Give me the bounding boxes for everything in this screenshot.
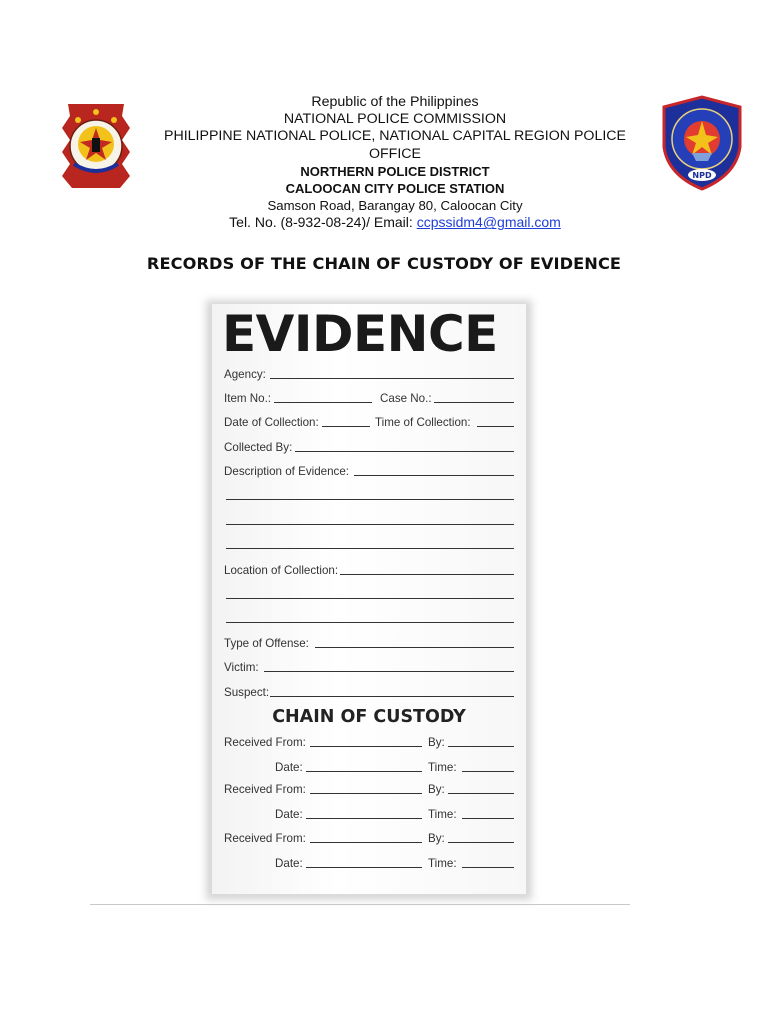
location-line-1 (340, 574, 514, 575)
time-label-1: Time: (428, 761, 457, 774)
header-line-address: Samson Road, Barangay 80, Caloocan City (267, 198, 523, 214)
header-line-contact (130, 214, 660, 231)
type-of-offense-label: Type of Offense: (224, 637, 309, 650)
time-label-2: Time: (428, 808, 457, 821)
date-label-3: Date: (275, 857, 303, 870)
received-from-label-3: Received From: (224, 832, 306, 845)
caloocan-police-badge-logo (656, 93, 748, 193)
collected-by-label: Collected By: (224, 441, 293, 454)
by-label-3: By: (428, 832, 445, 845)
item-no-line (274, 402, 372, 403)
location-line-2 (226, 598, 514, 599)
received-from-label-2: Received From: (224, 783, 306, 796)
npd-text: NPD (692, 171, 712, 180)
victim-label: Victim: (224, 661, 259, 674)
suspect-label: Suspect: (224, 686, 270, 699)
time-of-collection-line (477, 426, 514, 427)
type-of-offense-line (315, 647, 514, 648)
date-line-2 (306, 818, 422, 819)
location-line-3 (226, 622, 514, 623)
description-label: Description of Evidence: (224, 465, 350, 478)
header-line-republic: Republic of the Philippines (311, 94, 479, 110)
bottom-divider (90, 904, 630, 905)
collected-by-line (295, 451, 514, 452)
description-line-2 (226, 499, 514, 500)
time-line-1 (462, 771, 514, 772)
chain-of-custody-title: CHAIN OF CUSTODY (272, 707, 466, 727)
date-line-1 (306, 771, 422, 772)
date-label-1: Date: (275, 761, 303, 774)
pnp-seal-logo (60, 98, 132, 194)
header-line-district: NORTHERN POLICE DISTRICT (300, 163, 490, 179)
description-line-1 (354, 475, 514, 476)
date-line-3 (306, 867, 422, 868)
agency-label: Agency: (224, 368, 266, 381)
by-line-3 (448, 842, 514, 843)
header-line-office: OFFICE (368, 145, 422, 162)
received-from-label-1: Received From: (224, 736, 306, 749)
time-line-3 (462, 867, 514, 868)
date-label-2: Date: (275, 808, 303, 821)
header-line-pnp-ncr: PHILIPPINE NATIONAL POLICE, NATIONAL CAPITAL REGION POLICE (164, 128, 626, 145)
description-line-4 (226, 548, 514, 549)
description-line-3 (226, 524, 514, 525)
date-of-collection-line (322, 426, 370, 427)
time-label-3: Time: (428, 857, 457, 870)
by-line-1 (448, 746, 514, 747)
date-of-collection-label: Date of Collection: (224, 416, 319, 429)
email-link[interactable]: ccpssidm4@gmail.com (416, 214, 561, 231)
header-line-station: CALOOCAN CITY POLICE STATION (285, 181, 505, 197)
agency-line (270, 378, 514, 379)
received-from-line-1 (310, 746, 422, 747)
received-from-line-3 (310, 842, 422, 843)
case-no-line (434, 402, 514, 403)
document-title: RECORDS OF THE CHAIN OF CUSTODY OF EVIDENCE (146, 254, 622, 273)
header-line-napolcom: NATIONAL POLICE COMMISSION (283, 111, 507, 128)
evidence-title: EVIDENCE (222, 305, 498, 363)
time-line-2 (462, 818, 514, 819)
time-of-collection-label: Time of Collection: (375, 416, 471, 429)
letterhead (130, 94, 660, 232)
by-label-2: By: (428, 783, 445, 796)
suspect-line (270, 696, 514, 697)
item-no-label: Item No.: (224, 392, 272, 405)
by-label-1: By: (428, 736, 445, 749)
victim-line (264, 671, 514, 672)
case-no-label: Case No.: (380, 392, 432, 405)
tel-text: Tel. No. (8-932-08-24)/ Email: (229, 214, 417, 231)
by-line-2 (448, 793, 514, 794)
location-label: Location of Collection: (224, 564, 339, 577)
received-from-line-2 (310, 793, 422, 794)
